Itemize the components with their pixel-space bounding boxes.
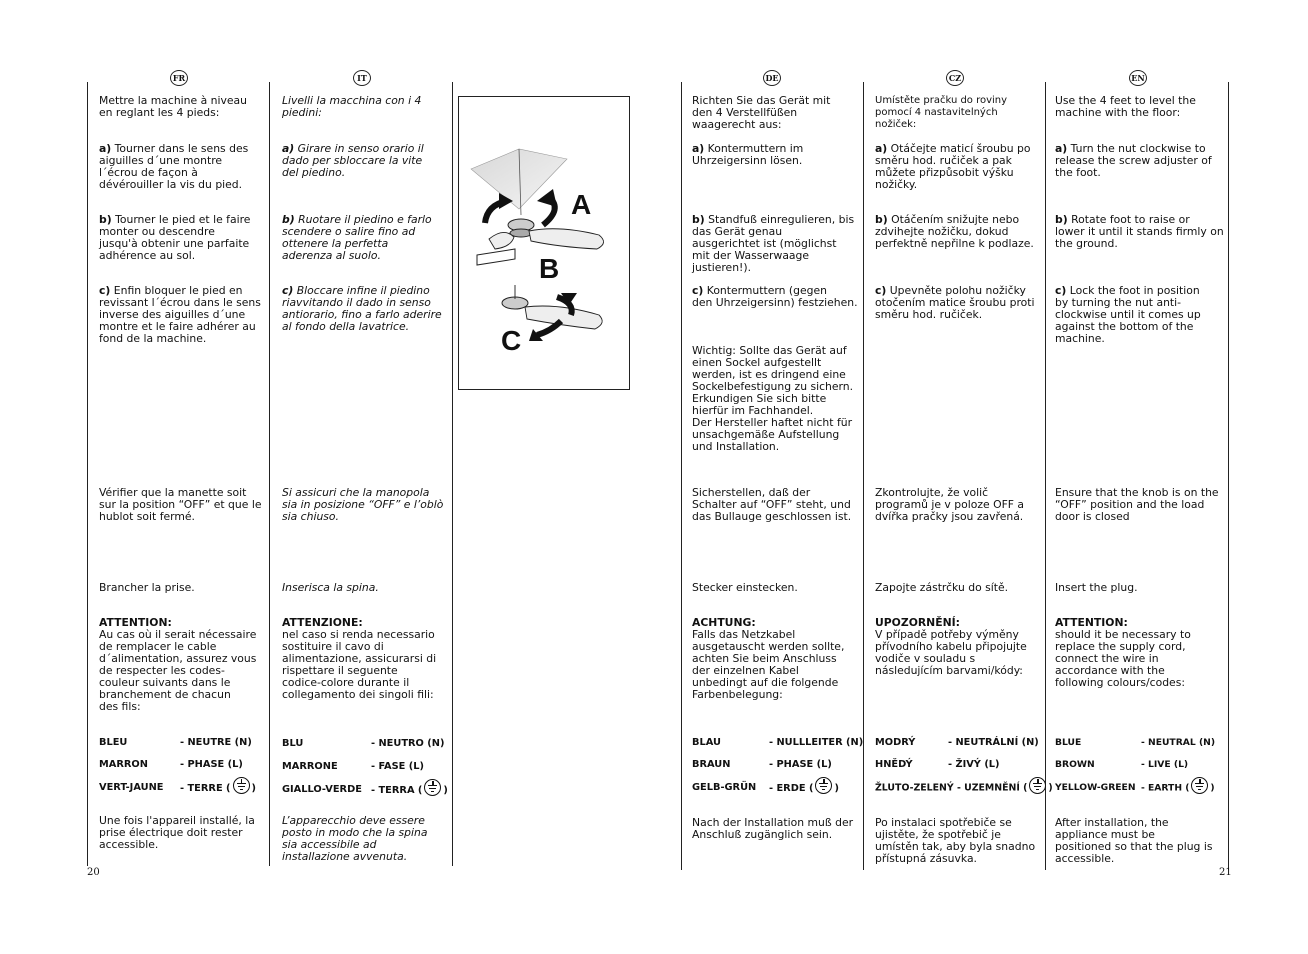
step-text: Otáčejte maticí šroubu po směru hod. ručiček a pak můžete přizpůsobit výšku nožičky. — [875, 142, 1031, 191]
wire-color: VERT-JAUNE — [99, 782, 164, 793]
check-off-text: Vérifier que la manette soit sur la position “OFF” et que le hublot soit fermé. — [99, 486, 262, 523]
attention-title: UPOZORNĚNÍ: — [875, 616, 960, 629]
final-note: Po instalaci spotřebiče se ujistěte, že spotřebič je umístěn tak, aby byla snadno přístupná zásuvka. — [875, 816, 1036, 865]
check-off-text: Zkontrolujte, že volič programů je v poloze OFF a dvířka pračky jsou zavřená. — [875, 486, 1025, 523]
wire-close: ) — [1048, 782, 1053, 794]
step-key: a) — [99, 142, 112, 155]
attention-text: should it be necessary to replace the supply cord, connect the wire in accordance with the following colours/codes: — [1055, 628, 1191, 689]
step-text: Bloccare infine il piedino riavvitando il dado in senso antiorario, fino a farlo aderire al fondo della lavatrice. — [282, 284, 442, 333]
step-c — [692, 285, 858, 309]
step-text: Tourner le pied et le faire monter ou descendre jusqu'à obtenir une parfaite adhérence au sol. — [99, 213, 251, 262]
step-a — [1055, 143, 1212, 179]
page-number-left: 20 — [87, 867, 100, 878]
step-text: Kontermuttern (gegen den Uhrzeigersinn) festziehen. — [692, 284, 858, 309]
step-a — [875, 143, 1031, 191]
wire-close: ) — [1210, 782, 1215, 794]
wire-row-neutral — [1055, 737, 1216, 748]
intro-text: Umístěte pračku do roviny pomocí 4 nastavitelných nožiček: — [875, 95, 1008, 130]
step-key: b) — [99, 213, 112, 226]
wire-color: GELB-GRÜN — [692, 782, 757, 793]
step-c — [1055, 285, 1201, 345]
wire-value-group — [769, 782, 839, 794]
step-key: b) — [875, 213, 888, 226]
wire-row-neutral — [99, 737, 252, 748]
step-key: b) — [282, 213, 295, 226]
figure-label-b: B — [539, 253, 560, 284]
lang-badge-en: EN — [1129, 70, 1147, 86]
step-c — [99, 285, 261, 345]
step-text: Standfuß einregulieren, bis das Gerät genau ausgerichtet ist (möglichst mit der Wasserwaage justieren!). — [692, 213, 855, 274]
leveling-feet-illustration — [458, 96, 630, 390]
step-text: Tourner dans le sens des aiguilles d´une montre l´écrou de façon à dévérouiller la vis du pied. — [99, 142, 249, 191]
lang-badge-cz: CZ — [946, 70, 964, 86]
figure-label-a: A — [571, 189, 592, 220]
step-text: Rotate foot to raise or lower it until it stands firmly on the ground. — [1055, 213, 1224, 250]
wire-value: - PHASE (L) — [180, 759, 243, 770]
column-rule — [269, 82, 270, 866]
wire-value-group — [180, 782, 256, 794]
intro-text: Mettre la machine à niveau en reglant les 4 pieds: — [99, 94, 247, 119]
check-off-text: Si assicuri che la manopola sia in posizione “OFF” e l’oblò sia chiuso. — [282, 486, 444, 523]
wire-value: - TERRA ( — [371, 785, 423, 796]
earth-ground-icon — [233, 777, 250, 794]
wire-color: HNĚDÝ — [875, 759, 913, 770]
step-a — [99, 143, 248, 191]
final-note: Nach der Installation muß der Anschluß zugänglich sein. — [692, 816, 854, 841]
step-b — [282, 214, 432, 262]
wire-color: BLAU — [692, 737, 721, 748]
step-text: Turn the nut clockwise to release the screw adjuster of the foot. — [1055, 142, 1212, 179]
step-key: b) — [1055, 213, 1068, 226]
wire-color: MARRONE — [282, 761, 338, 772]
wire-value: - NEUTRO (N) — [371, 738, 445, 749]
intro-text: Use the 4 feet to level the machine with the floor: — [1055, 94, 1196, 119]
step-text: Upevněte polohu nožičky otočením matice šroubu proti směru hod. ručiček. — [875, 284, 1035, 321]
step-text: Girare in senso orario il dado per sbloccare la vite del piedino. — [282, 142, 424, 179]
step-text: Kontermuttern im Uhrzeigersinn lösen. — [692, 142, 804, 167]
figure-label-c: C — [501, 325, 522, 356]
step-c — [282, 285, 442, 333]
wire-row-neutral — [875, 737, 1039, 748]
final-note: Une fois l'appareil installé, la prise électrique doit rester accessible. — [99, 814, 255, 851]
lang-badge-fr: FR — [170, 70, 188, 86]
attention-title: ATTENTION: — [99, 616, 172, 629]
attention-text: Falls das Netzkabel ausgetauscht werden sollte, achten Sie beim Anschluss der einzelnen Kabel unbedingt auf die folgende Farbenbelegung: — [692, 628, 845, 701]
wire-value: - LIVE (L) — [1141, 759, 1189, 770]
plug-text: Insert the plug. — [1055, 581, 1138, 594]
wire-row-earth — [692, 782, 839, 794]
wire-close: ) — [443, 785, 448, 796]
wire-value: - NEUTRAL (N) — [1141, 737, 1216, 748]
final-note: After installation, the appliance must be positioned so that the plug is accessible. — [1055, 816, 1213, 865]
step-key: a) — [875, 142, 888, 155]
final-note: L’apparecchio deve essere posto in modo che la spina sia accessibile ad installazione avvenuta. — [282, 814, 428, 863]
step-b — [692, 214, 854, 274]
wire-close: ) — [251, 783, 257, 794]
step-key: c) — [282, 284, 294, 297]
wire-row-phase — [282, 761, 424, 772]
plug-text: Zapojte zástrčku do sítě. — [875, 581, 1009, 594]
wire-row-phase — [99, 759, 243, 770]
wire-row-earth — [875, 782, 1053, 794]
step-key: c) — [875, 284, 887, 297]
attention-text: Au cas où il serait nécessaire de remplacer le cable d´alimentation, assurez vous de respecter les codes- couleur suivants dans le branchement de chacun des fils: — [99, 628, 257, 713]
step-b — [875, 214, 1034, 250]
feet-adjust-drawing — [459, 97, 629, 389]
wire-row-earth — [99, 782, 257, 794]
wire-close: ) — [834, 783, 839, 794]
important-note: Wichtig: Sollte das Gerät auf einen Sockel aufgestellt werden, ist es dringend eine Sockelbefestigung zu sichern. Erkundigen Sie sich bitte hierfür im Fachhandel. Der Hersteller haftet nicht für unsachgemäße Aufstellung und Installation. — [692, 344, 854, 453]
step-text: Ruotare il piedino e farlo scendere o salire fino ad ottenere la perfetta aderenza al suolo. — [282, 213, 432, 262]
attention-text: nel caso si renda necessario sostituire il cavo di alimentazione, assicurarsi di rispettare il seguente codice-colore durante il collegamento dei singoli fili: — [282, 628, 437, 701]
step-key: a) — [1055, 142, 1068, 155]
plug-text: Stecker einstecken. — [692, 581, 798, 594]
wire-color: BLU — [282, 738, 304, 749]
step-b — [1055, 214, 1224, 250]
wire-color: ŽLUTO-ZELENÝ - UZEMNĚNÍ ( — [875, 782, 1028, 794]
column-rule — [863, 82, 864, 870]
wire-value-group — [1141, 782, 1215, 794]
wire-color: BLUE — [1055, 737, 1082, 748]
wire-row-neutral — [282, 738, 445, 749]
step-key: a) — [282, 142, 295, 155]
step-key: c) — [1055, 284, 1067, 297]
column-rule — [452, 82, 453, 866]
wire-row-earth — [1055, 782, 1215, 794]
column-rule — [1228, 82, 1229, 870]
wire-value: - NEUTRE (N) — [180, 737, 252, 748]
wire-value: - PHASE (L) — [769, 759, 832, 770]
wire-color: BROWN — [1055, 759, 1095, 770]
column-rule — [87, 82, 88, 866]
wire-value: - EARTH ( — [1141, 782, 1190, 794]
lang-badge-de: DE — [763, 70, 781, 86]
attention-text: V případě potřeby výměny přívodního kabelu připojujte vodiče v souladu s následujícím barvami/kódy: — [875, 628, 1027, 677]
wire-value: - NEUTRÁLNÍ (N) — [948, 737, 1039, 748]
step-c — [875, 285, 1035, 321]
step-a — [282, 143, 424, 179]
earth-ground-icon — [1191, 777, 1208, 794]
wire-row-earth — [282, 784, 448, 796]
wire-value: - FASE (L) — [371, 761, 424, 772]
column-rule — [681, 82, 682, 870]
earth-ground-icon — [1029, 777, 1046, 794]
wire-value: - TERRE ( — [180, 783, 231, 794]
step-key: c) — [692, 284, 704, 297]
step-key: a) — [692, 142, 705, 155]
plug-text: Brancher la prise. — [99, 581, 195, 594]
earth-ground-icon — [815, 777, 832, 794]
check-off-text: Sicherstellen, daß der Schalter auf “OFF” steht, und das Bullauge geschlossen ist. — [692, 486, 852, 523]
step-a — [692, 143, 803, 167]
step-key: c) — [99, 284, 111, 297]
wire-color: GIALLO-VERDE — [282, 784, 362, 795]
attention-title: ATTENTION: — [1055, 616, 1128, 629]
wire-row-phase — [1055, 759, 1189, 770]
wire-color: BRAUN — [692, 759, 731, 770]
plug-text: Inserisca la spina. — [282, 581, 379, 594]
page-number-right: 21 — [1219, 867, 1232, 878]
step-key: b) — [692, 213, 705, 226]
step-text: Otáčením snižujte nebo zdvihejte nožičku, dokud perfektně nepřilne k podlaze. — [875, 213, 1034, 250]
attention-title: ACHTUNG: — [692, 616, 756, 629]
attention-title: ATTENZIONE: — [282, 616, 363, 629]
wire-color: MODRÝ — [875, 737, 916, 748]
wire-row-phase — [692, 759, 832, 770]
wire-color: BLEU — [99, 737, 128, 748]
wire-row-neutral — [692, 737, 864, 748]
step-text: Enfin bloquer le pied en revissant l´écrou dans le sens inverse des aiguilles d´une montre et le faire adhérer au fond de la machine. — [99, 284, 261, 345]
column-rule — [1045, 82, 1046, 870]
wire-color: MARRON — [99, 759, 148, 770]
wire-row-phase — [875, 759, 1000, 770]
lang-badge-it: IT — [353, 70, 371, 86]
wire-value: - ŽIVÝ (L) — [948, 759, 1000, 770]
step-text: Lock the foot in position by turning the nut anti- clockwise until it comes up against the bottom of the machine. — [1055, 284, 1201, 345]
intro-text: Livelli la macchina con i 4 piedini: — [282, 94, 422, 119]
earth-ground-icon — [424, 779, 441, 796]
wire-value: - ERDE ( — [769, 783, 814, 794]
wire-color: YELLOW-GREEN — [1055, 782, 1136, 793]
intro-text: Richten Sie das Gerät mit den 4 Verstellfüßen waagerecht aus: — [692, 94, 831, 131]
wire-value: - NULLLEITER (N) — [769, 737, 864, 748]
check-off-text: Ensure that the knob is on the “OFF” position and the load door is closed — [1055, 486, 1219, 523]
step-b — [99, 214, 250, 262]
wire-value-group — [371, 784, 448, 796]
